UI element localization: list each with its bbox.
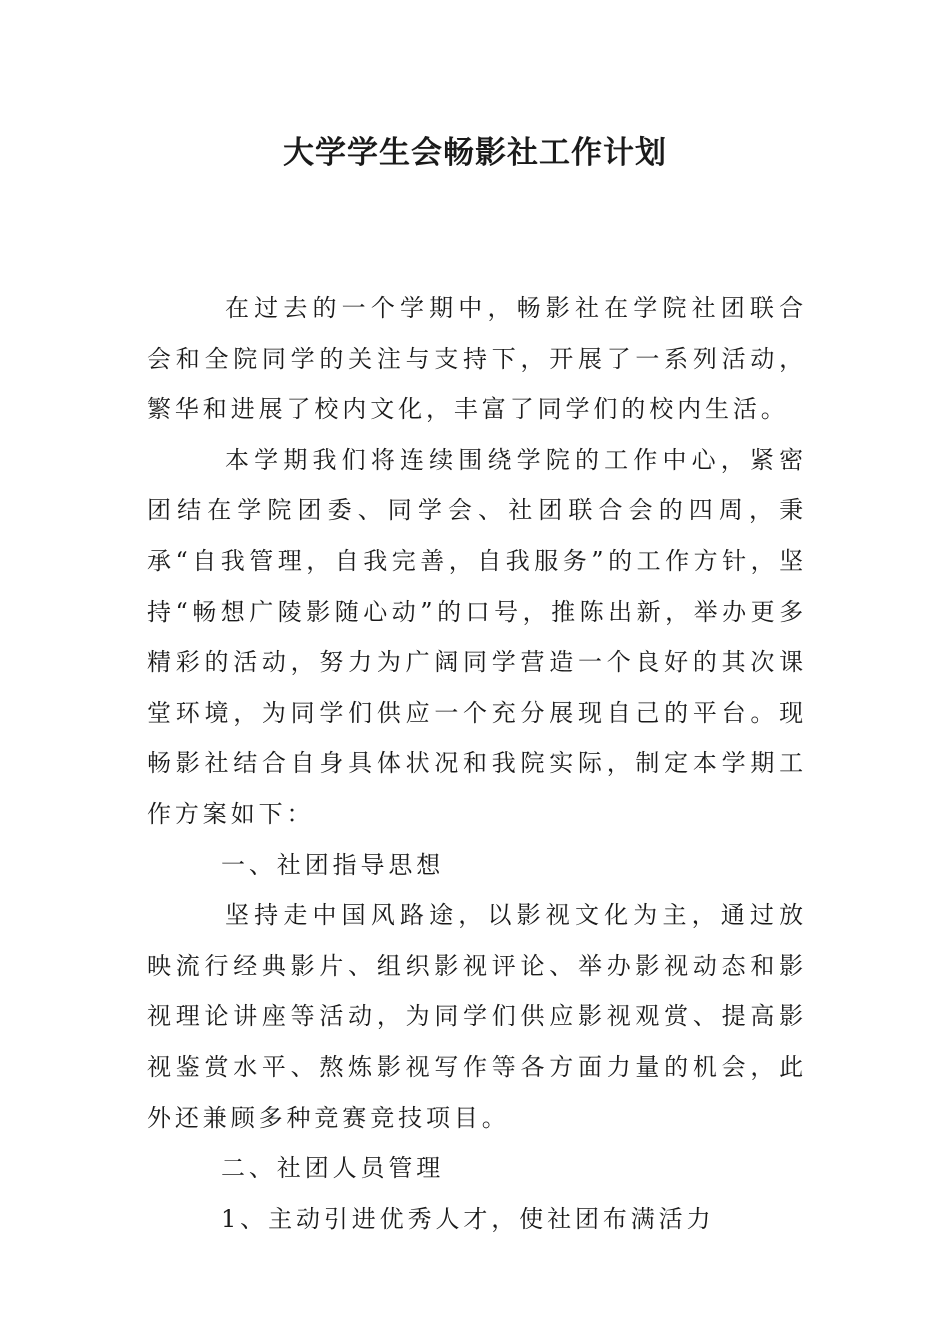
list-item-talent: 1、主动引进优秀人才，使社团布满活力 [221,1204,715,1233]
section-heading-personnel: 二、社团人员管理 [221,1154,445,1183]
document-title: 大学学生会畅影社工作计划 [283,135,667,171]
paragraph-guiding-idea: 坚持走中国风路途，以影视文化为主，通过放映流行经典影片、组织影视评论、举办影视动态和影视理论讲座等活动，为同学们供应影视观赏、提高影视鉴赏水平、熬炼影视写作等各方面力量的机会，此外还兼顾多种竞赛竞技项目。 [147,901,807,1132]
paragraph-intro: 在过去的一个学期中，畅影社在学院社团联合会和全院同学的关注与支持下，开展了一系列活动，繁华和进展了校内文化，丰富了同学们的校内生活。 [147,294,807,424]
document-body [147,283,807,1244]
section-heading-guiding-idea: 一、社团指导思想 [221,850,445,879]
paragraph-semester-plan: 本学期我们将连续围绕学院的工作中心，紧密团结在学院团委、同学会、社团联合会的四周，秉承“自我管理，自我完善，自我服务”的工作方针，坚持“畅想广陵影随心动”的口号，推陈出新，举办更多精彩的活动，努力为广阔同学营造一个良好的其次课堂环境，为同学们供应一个充分展现自己的平台。现畅影社结合自身具体状况和我院实际，制定本学期工作方案如下： [147,445,807,828]
